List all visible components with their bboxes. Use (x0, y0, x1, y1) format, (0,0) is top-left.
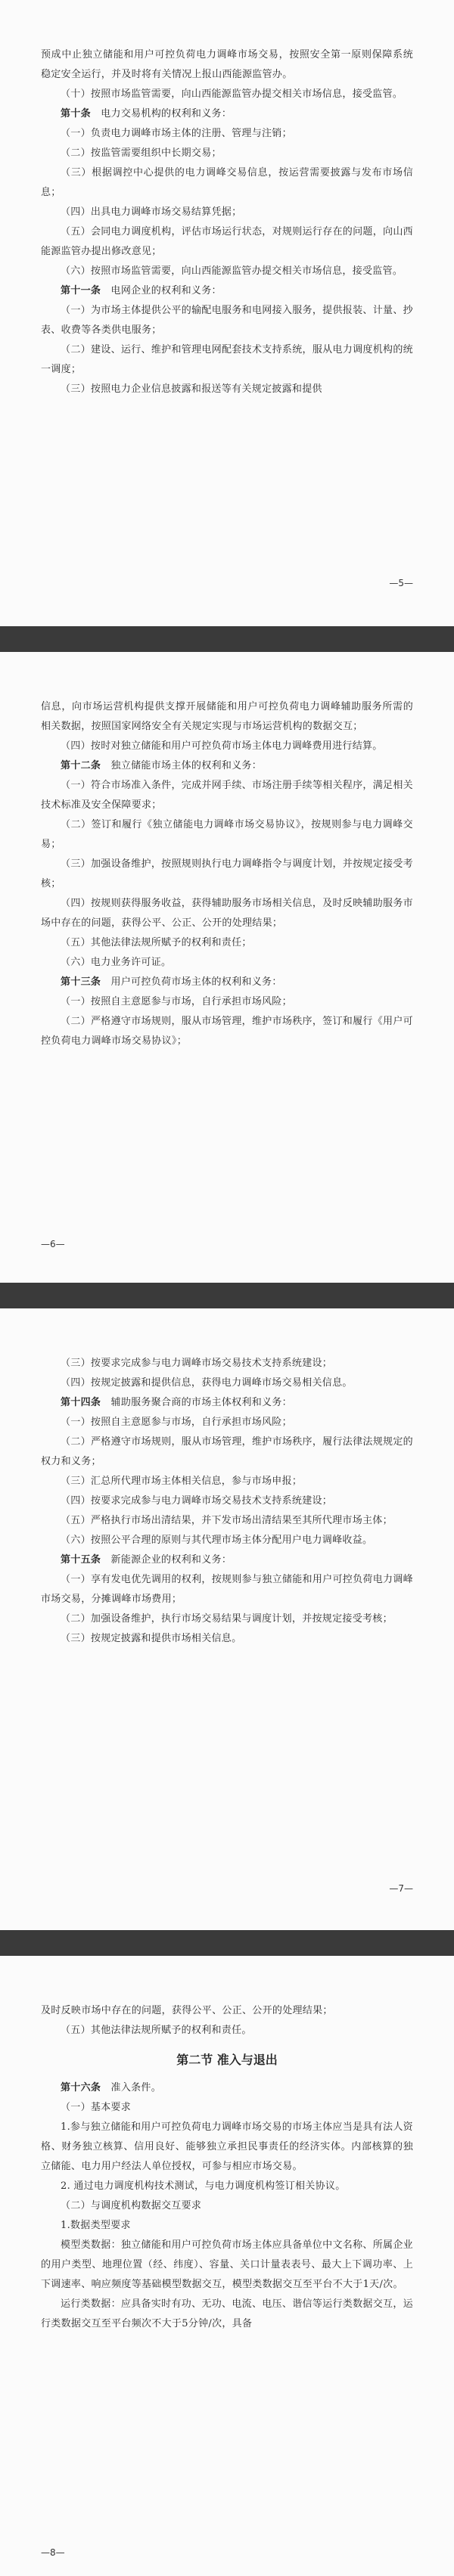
paragraph-text: （三）根据调控中心提供的电力调峰交易信息，按运营需要披露与发布市场信息； (41, 167, 413, 198)
body-paragraph (41, 1491, 413, 1511)
article-number: 第十一条 (61, 285, 101, 296)
article-paragraph (41, 104, 413, 124)
body-paragraph (41, 815, 413, 855)
paragraph-text: （四）按要求完成参与电力调峰市场交易技术支持系统建设； (61, 1495, 333, 1507)
article-paragraph (41, 2078, 413, 2098)
paragraph-text: 2. 通过电力调度机构技术测试，与电力调度机构签订相关协议。 (61, 2180, 346, 2192)
body-paragraph (41, 1531, 413, 1550)
paragraph-text: （一）按照自主意愿参与市场，自行承担市场风险； (61, 1417, 292, 1428)
body-paragraph (41, 1609, 413, 1629)
body-paragraph (41, 2196, 413, 2216)
paragraph-text: 电网企业的权利和义务： (110, 285, 222, 296)
body-paragraph (41, 301, 413, 340)
article-paragraph (41, 281, 413, 301)
paragraph-text: （三）按规定披露和提供市场相关信息。 (61, 1633, 242, 1644)
paragraph-text: （二）与调度机构数据交互要求 (61, 2200, 202, 2211)
body-paragraph (41, 2216, 413, 2236)
paragraph-text: 独立储能市场主体的权利和义务： (110, 760, 263, 771)
paragraph-text: 1.数据类型要求 (61, 2220, 131, 2231)
page-number: —8— (41, 2547, 65, 2558)
body-paragraph (41, 2295, 413, 2334)
paragraph-text: 准入条件。 (110, 2082, 162, 2093)
body-paragraph (41, 222, 413, 262)
article-number: 第十二条 (61, 760, 101, 771)
paragraph-text: 模型类数据：独立储能和用户可控负荷市场主体应具备单位中文名称、所属企业的用户类型、地理位置（经、纬度）、容量、关口计量表表号、最大上下调功率、上下调速率、响应频度等基础模型数据交互，模型类数据交互至平台不大于1天/次。 (41, 2239, 413, 2290)
body-paragraph (41, 380, 413, 399)
page-number: —5— (389, 578, 413, 588)
paragraph-text: 信息，向市场运营机构提供支撑开展储能和用户可控负荷电力调峰辅助服务所需的相关数据，按照国家网络安全有关规定实现与市场运营机构的数据交互； (41, 701, 413, 732)
body-paragraph (41, 203, 413, 222)
paragraph-text: （十）按照市场监管需要，向山西能源监管办提交相关市场信息，接受监管。 (61, 88, 403, 100)
article-number: 第十六条 (61, 2082, 101, 2093)
body-paragraph (41, 85, 413, 104)
body-paragraph (41, 1373, 413, 1393)
body-paragraph (41, 992, 413, 1012)
document-page-8 (0, 1956, 454, 2576)
article-paragraph (41, 756, 413, 776)
paragraph-text: （五）其他法律法规所赋予的权利和责任； (61, 937, 252, 948)
paragraph-text: （一）为市场主体提供公平的输配电服务和电网接入服务，提供报装、计量、抄表、收费等各类供电服务； (41, 305, 413, 336)
body-paragraph (41, 2001, 413, 2021)
paragraph-text: （五）会同电力调度机构，评估市场运行状态，对规则运行存在的问题，向山西能源监管办提出修改意见； (41, 226, 413, 257)
paragraph-text: （五）严格执行市场出清结果，并下发市场出清结果至其所代理市场主体； (61, 1515, 393, 1526)
article-paragraph (41, 1393, 413, 1413)
article-number: 第十三条 (61, 976, 101, 988)
body-paragraph (41, 1432, 413, 1472)
body-paragraph (41, 737, 413, 756)
paragraph-text: （一）基本要求 (61, 2102, 132, 2113)
body-paragraph (41, 144, 413, 163)
document-page-7 (0, 1308, 454, 1930)
paragraph-text: （一）符合市场准入条件，完成并网手续、市场注册手续等相关程序，满足相关技术标准及安全保障要求； (41, 780, 413, 811)
body-paragraph (41, 163, 413, 203)
paragraph-text: 辅助服务聚合商的市场主体权利和义务： (110, 1397, 292, 1408)
paragraph-text: （二）严格遵守市场规则，服从市场管理，维护市场秩序，履行法律法规规定的权力和义务； (41, 1436, 413, 1467)
paragraph-text: 1.参与独立储能和用户可控负荷电力调峰市场交易的市场主体应当是具有法人资格、财务独立核算、信用良好、能够独立承担民事责任的经济实体。内部核算的独立储能、电力用户经法人单位授权，可参与相应市场交易。 (41, 2121, 413, 2172)
paragraph-text: 及时反映市场中存在的问题，获得公平、公正、公开的处理结果； (41, 2005, 333, 2016)
body-paragraph (41, 894, 413, 933)
body-paragraph (41, 933, 413, 953)
body-paragraph (41, 1354, 413, 1373)
body-paragraph (41, 340, 413, 380)
body-paragraph (41, 697, 413, 737)
body-paragraph (41, 776, 413, 815)
article-number: 第十四条 (61, 1397, 101, 1408)
paragraph-text: （三）加强设备维护，按照规则执行电力调峰指令与调度计划，并按规定接受考核； (41, 858, 413, 889)
body-paragraph (41, 1570, 413, 1609)
paragraph-text: （一）按照自主意愿参与市场，自行承担市场风险； (61, 996, 292, 1007)
paragraph-text: 电力交易机构的权利和义务： (101, 108, 232, 119)
paragraph-text: （四）按规则获得服务收益，获得辅助服务市场相关信息，及时反映辅助服务市场中存在的问题，获得公平、公正、公开的处理结果； (41, 898, 413, 929)
body-paragraph (41, 1629, 413, 1649)
paragraph-text: （一）负责电力调峰市场主体的注册、管理与注销； (61, 128, 292, 139)
article-number: 第十条 (61, 108, 91, 119)
paragraph-text: （二）加强设备维护，执行市场交易结果与调度计划，并按规定接受考核； (61, 1613, 393, 1625)
paragraph-text: （三）按要求完成参与电力调峰市场交易技术支持系统建设； (61, 1358, 333, 1369)
body-paragraph (41, 1511, 413, 1531)
body-paragraph (41, 2177, 413, 2196)
paragraph-text: （三）按照电力企业信息披露和报送等有关规定披露和提供 (61, 383, 322, 395)
paragraph-text: 新能源企业的权利和义务： (110, 1554, 232, 1566)
paragraph-text: （二）严格遵守市场规则，服从市场管理，维护市场秩序，签订和履行《用户可控负荷电力调峰市场交易协议》； (41, 1016, 413, 1047)
page-number: —6— (41, 1239, 65, 1249)
paragraph-text: （二）按监管需要组织中长期交易； (61, 147, 222, 159)
body-paragraph (41, 1472, 413, 1491)
body-paragraph (41, 2118, 413, 2177)
paragraph-text: （六）电力业务许可证。 (61, 957, 172, 968)
page-number: —7— (389, 1883, 413, 1894)
article-paragraph (41, 1550, 413, 1570)
paragraph-text: （四）按时对独立储能和用户可控负荷市场主体电力调峰费用进行结算。 (61, 740, 383, 752)
paragraph-text: （四）出具电力调峰市场交易结算凭据； (61, 206, 242, 218)
body-paragraph (41, 1012, 413, 1051)
paragraph-text: （二）签订和履行《独立储能电力调峰市场交易协议》，按规则参与电力调峰交易； (41, 819, 413, 850)
paragraph-text: （五）其他法律法规所赋予的权利和责任。 (61, 2025, 252, 2036)
article-number: 第十五条 (61, 1554, 101, 1566)
body-paragraph (41, 45, 413, 85)
body-paragraph (41, 953, 413, 973)
section-title: 第二节 准入与退出 (176, 2053, 278, 2067)
body-paragraph (41, 855, 413, 894)
paragraph-text: 运行类数据：应具备实时有功、无功、电流、电压、谐信等运行类数据交互，运行类数据交互至平台频次不大于5分钟/次，具备 (41, 2298, 413, 2329)
paragraph-text: （六）按照市场监管需要，向山西能源监管办提交相关市场信息，接受监管。 (61, 265, 403, 277)
paragraph-text: （一）享有发电优先调用的权利，按规则参与独立储能和用户可控负荷电力调峰市场交易，分摊调峰市场费用； (41, 1574, 413, 1605)
paragraph-text: （六）按照公平合理的原则与其代理市场主体分配用户电力调峰收益。 (61, 1535, 373, 1546)
paragraph-text: （三）汇总所代理市场主体相关信息，参与市场申报； (61, 1476, 303, 1487)
body-paragraph (41, 2236, 413, 2295)
article-paragraph (41, 973, 413, 992)
body-paragraph (41, 124, 413, 144)
paragraph-text: 用户可控负荷市场主体的权利和义务： (110, 976, 282, 988)
paragraph-text: 预成中止独立储能和用户可控负荷电力调峰市场交易，按照安全第一原则保障系统稳定安全运行，并及时将有关情况上报山西能源监管办。 (41, 49, 413, 80)
body-paragraph (41, 1413, 413, 1432)
body-paragraph (41, 2021, 413, 2041)
document-page-6 (0, 652, 454, 1283)
body-paragraph (41, 2098, 413, 2118)
body-paragraph (41, 262, 413, 281)
document-page-5 (0, 0, 454, 626)
paragraph-text: （二）建设、运行、维护和管理电网配套技术支持系统，服从电力调度机构的统一调度； (41, 344, 413, 375)
paragraph-text: （四）按规定披露和提供信息，获得电力调峰市场交易相关信息。 (61, 1377, 353, 1389)
